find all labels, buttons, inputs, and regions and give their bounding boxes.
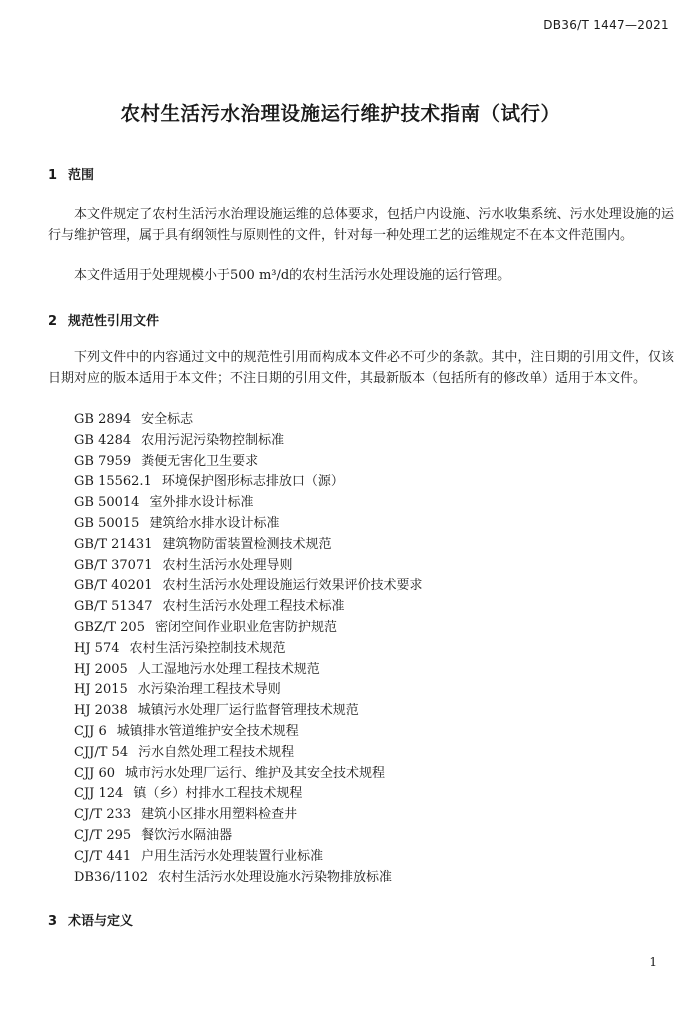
reference-item <box>74 514 423 535</box>
reference-code: CJJ 60 <box>74 765 116 781</box>
reference-code: CJJ 6 <box>74 723 107 739</box>
reference-item <box>74 660 423 681</box>
reference-name: 镇（乡）村排水工程技术规程 <box>133 786 303 802</box>
reference-item <box>74 743 423 764</box>
reference-item <box>74 618 423 639</box>
reference-code: GB/T 37071 <box>74 557 153 573</box>
reference-name: 户用生活污水处理装置行业标准 <box>141 848 324 864</box>
document-code: DB36/T 1447—2021 <box>543 18 669 32</box>
reference-name: 城市污水处理厂运行、维护及其安全技术规程 <box>125 765 386 781</box>
reference-name: 水污染治理工程技术导则 <box>137 682 281 698</box>
reference-name: 建筑小区排水用塑料检查井 <box>141 807 298 823</box>
reference-code: GB 15562.1 <box>74 474 152 490</box>
reference-code: DB36/1102 <box>74 869 148 885</box>
reference-item <box>74 805 423 826</box>
reference-item <box>74 847 423 868</box>
reference-name: 建筑给水排水设计标准 <box>149 515 280 531</box>
reference-code: GB 50015 <box>74 515 140 531</box>
reference-name: 农村生活污水处理设施水污染物排放标准 <box>157 869 392 885</box>
reference-item <box>74 431 423 452</box>
page-number: 1 <box>649 955 657 969</box>
reference-name: 粪便无害化卫生要求 <box>141 453 259 469</box>
scope-paragraph-2: 本文件适用于处理规模小于500 m³/d的农村生活污水处理设施的运行管理。 <box>74 268 511 283</box>
document-title: 农村生活污水治理设施运行维护技术指南（试行） <box>120 102 561 125</box>
reference-code: CJ/T 233 <box>74 807 132 823</box>
reference-name: 城镇污水处理厂运行监督管理技术规范 <box>137 703 359 719</box>
reference-item <box>74 868 423 889</box>
reference-name: 污水自然处理工程技术规程 <box>138 744 295 760</box>
section-2-heading <box>48 310 159 329</box>
reference-code: GB 50014 <box>74 495 140 511</box>
reference-code: GB/T 40201 <box>74 578 153 594</box>
section-3-heading <box>48 910 133 929</box>
reference-name: 农村生活污水处理设施运行效果评价技术要求 <box>162 578 423 594</box>
reference-name: 环境保护图形标志排放口（源） <box>161 474 344 490</box>
reference-code: GB 7959 <box>74 453 132 469</box>
reference-name: 餐饮污水隔油器 <box>141 827 233 843</box>
section-number: 1 <box>48 168 58 183</box>
reference-item <box>74 826 423 847</box>
section-title: 规范性引用文件 <box>68 314 160 329</box>
section-title: 范围 <box>68 168 95 183</box>
reference-item <box>74 764 423 785</box>
reference-item <box>74 701 423 722</box>
reference-code: CJ/T 295 <box>74 827 132 843</box>
reference-code: CJ/T 441 <box>74 848 132 864</box>
reference-item <box>74 576 423 597</box>
reference-code: CJJ 124 <box>74 786 124 802</box>
section-title: 术语与定义 <box>68 914 134 929</box>
reference-name: 农村生活污染控制技术规范 <box>129 640 286 656</box>
references-intro-paragraph: 下列文件中的内容通过文中的规范性引用而构成本文件必不可少的条款。其中，注日期的引用文件，仅该日期对应的版本适用于本文件；不注日期的引用文件，其最新版本（包括所有的修改单）适用于本文件。 <box>48 350 674 386</box>
reference-list <box>74 410 423 888</box>
section-number: 2 <box>48 314 58 329</box>
reference-name: 农村生活污水处理导则 <box>162 557 293 573</box>
reference-item <box>74 493 423 514</box>
reference-name: 人工湿地污水处理工程技术规范 <box>137 661 320 677</box>
reference-name: 安全标志 <box>141 412 194 427</box>
reference-item <box>74 784 423 805</box>
reference-code: GB 4284 <box>74 432 132 448</box>
reference-item <box>74 452 423 473</box>
reference-item <box>74 680 423 701</box>
section-1-heading <box>48 164 94 183</box>
reference-item <box>74 472 423 493</box>
reference-code: GB/T 21431 <box>74 536 153 552</box>
reference-code: HJ 2015 <box>74 682 128 698</box>
reference-name: 城镇排水管道维护安全技术规程 <box>116 723 299 739</box>
reference-name: 农用污泥污染物控制标准 <box>141 432 285 448</box>
reference-name: 密闭空间作业职业危害防护规范 <box>154 619 337 635</box>
reference-name: 室外排水设计标准 <box>149 495 254 511</box>
reference-name: 农村生活污水处理工程技术标准 <box>162 599 345 615</box>
scope-paragraph-1: 本文件规定了农村生活污水治理设施运维的总体要求，包括户内设施、污水收集系统、污水处理设施的运行与维护管理，属于具有纲领性与原则性的文件，针对每一种处理工艺的运维规定不在本文件范围内。 <box>48 207 674 243</box>
reference-item <box>74 722 423 743</box>
reference-code: GBZ/T 205 <box>74 619 145 635</box>
reference-code: GB/T 51347 <box>74 599 153 615</box>
section-number: 3 <box>48 914 58 929</box>
reference-item <box>74 639 423 660</box>
reference-item <box>74 556 423 577</box>
reference-name: 建筑物防雷装置检测技术规范 <box>162 536 332 552</box>
reference-item <box>74 410 423 431</box>
reference-code: GB 2894 <box>74 412 132 427</box>
reference-code: HJ 2038 <box>74 703 128 719</box>
reference-code: CJJ/T 54 <box>74 744 129 760</box>
reference-item <box>74 597 423 618</box>
reference-code: HJ 2005 <box>74 661 128 677</box>
reference-item <box>74 535 423 556</box>
reference-code: HJ 574 <box>74 640 120 656</box>
